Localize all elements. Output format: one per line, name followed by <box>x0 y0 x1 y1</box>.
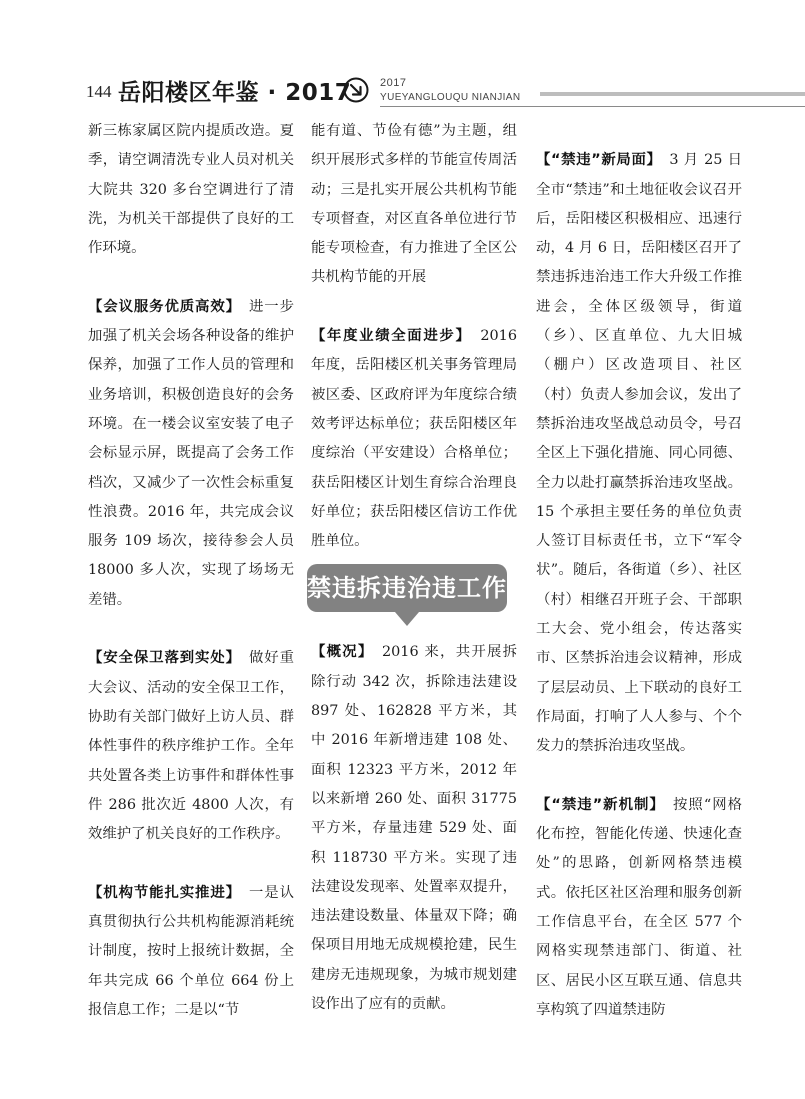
paragraph-label: 【年度业绩全面进步】 <box>311 328 465 345</box>
paragraph-new-situation: 【“禁违”新局面】 3 月 25 日全市“禁违”和土地征收会议召开后，岳阳楼区积极相应、迅速行动，4 月 6 日，岳阳楼区召开了禁违拆违治违工作大升级工作推进会，全体区级领导，街道（乡）、区直单位、九大旧城（棚户）区改造项目、社区（村）负责人参加会议，发出了禁拆治违攻坚战总动员令，号召全区上下强化措施、同心同德、全力以赴打赢禁拆治违攻坚战。15 个承担主要任务的单位负责人签订目标责任书，立下“军令状”。随后，各街道（乡）、社区（村）相继召开班子会、干部职工大会、党小组会，传达落实市、区禁拆治违会议精神，形成了层层动员、上下联动的良好工作局面，打响了人人参与、个个发力的禁拆治违攻坚战。 <box>536 152 742 755</box>
section-title: 禁违拆违治违工作 <box>307 573 507 603</box>
paragraph-annual-performance: 【年度业绩全面进步】 2016 年度，岳阳楼区机关事务管理局被区委、区政府评为年度综合绩效考评达标单位；获岳阳楼区年度综治（平安建设）合格单位；获岳阳楼区计划生育综合治理良好单位；获岳阳楼区信访工作优胜单位。 <box>311 328 517 550</box>
bubble-tail <box>395 612 419 626</box>
header-divider <box>380 106 805 107</box>
paragraph-meeting-service: 【会议服务优质高效】 进一步加强了机关会场各种设备的维护保养，加强了工作人员的管理和业务培训，积极创造良好的会务环境。在一楼会议室安装了电子会标显示屏，既提高了会务工作档次，又减少了一次性会标重复性浪费。2016 年，共完成会议服务 109 场次，接待参会人员 18000 多人次，实现了场场无差错。 <box>88 298 294 608</box>
text-column-2 <box>307 117 517 1019</box>
header-decor-bar <box>540 92 805 96</box>
paragraph-label: 【“禁违”新局面】 <box>536 152 655 169</box>
paragraph-overview: 【概况】 2016 来，共开展拆除行动 342 次，拆除违法建设 897 处、162828 平方米，其中 2016 年新增违建 108 处、面积 12323 平方米，2012 年以来新增 260 处、面积 31775 平方米，存量违建 529 处、面积 118730 平方米。实现了违法建设发现率、处置率双提升，违法建设数量、体量双下降；确保项目用地无成规模抢建，民生建房无违规现象，为城市规划建设作出了应有的贡献。 <box>311 644 517 1013</box>
circle-arrow-down-right-icon <box>343 77 369 103</box>
subtitle-pinyin: YUEYANGLOUQU NIANJIAN <box>380 92 521 103</box>
subtitle-year: 2017 <box>380 77 407 89</box>
paragraph-new-mechanism: 【“禁违”新机制】 按照“网格化布控，智能化传递、快速化查处”的思路，创新网格禁违模式。依托区社区治理和服务创新工作信息平台，在全区 577 个网格实现禁违部门、街道、社区、居民小区互联互通、信息共享构筑了四道禁违防 <box>536 796 743 1018</box>
paragraph-energy-saving: 【机构节能扎实推进】 一是认真贯彻执行公共机构能源消耗统计制度，按时上报统计数据，全年共完成 66 个单位 664 份上报信息工作；二是以“节 <box>88 884 294 1018</box>
paragraph-continued: 能有道、节俭有德”为主题，组织开展形式多样的节能宣传周活动；三是扎实开展公共机构节能专项督查，对区直各单位进行节能专项检查，有力推进了全区公共机构节能的开展 <box>311 123 517 286</box>
paragraph-label: 【机构节能扎实推进】 <box>88 884 234 901</box>
paragraph-label: 【会议服务优质高效】 <box>88 298 234 315</box>
yearbook-title: 岳阳楼区年鉴 · 2017 <box>118 80 352 106</box>
section-heading-bubble <box>307 564 507 612</box>
paragraph-security: 【安全保卫落到实处】 做好重大会议、活动的安全保卫工作，协助有关部门做好上访人员、群体性事件的秩序维护工作。全年共处置各类上访事件和群体性事件 286 批次近 4800 人次，有效维护了机关良好的工作秩序。 <box>88 650 294 843</box>
paragraph-label: 【安全保卫落到实处】 <box>88 650 234 667</box>
page-number: 144 <box>86 82 112 101</box>
paragraph-label: 【概况】 <box>311 644 367 661</box>
paragraph-continued: 新三栋家属区院内提质改造。夏季，请空调清洗专业人员对机关大院共 320 多台空调进行了清洗，为机关干部提供了良好的工作环境。 <box>88 123 294 257</box>
text-column-1 <box>88 117 294 1025</box>
text-column-3 <box>536 117 742 1025</box>
page-header <box>0 0 805 120</box>
paragraph-label: 【“禁违”新机制】 <box>536 796 658 813</box>
